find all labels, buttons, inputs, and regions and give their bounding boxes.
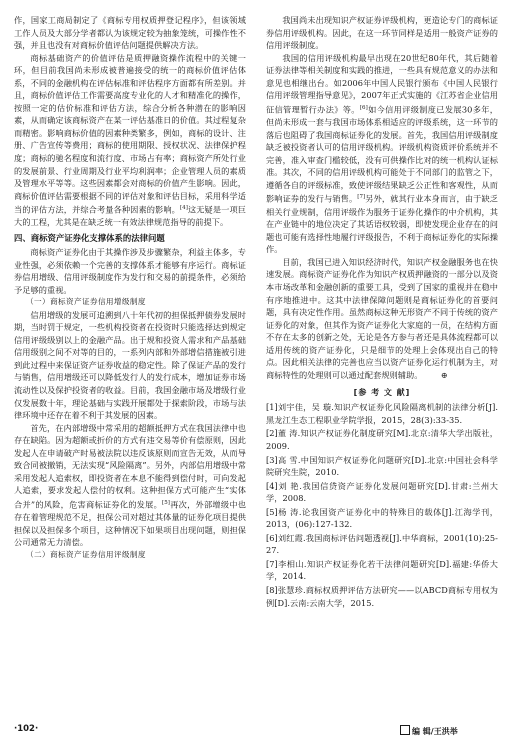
paragraph <box>266 52 498 256</box>
paragraph-text: 再次，外部增级中也存在着管理规范不足，担保公司对超过其体量的证券化项目提供担保以及担保多个项目，这种情况下如果项目出现问题，则担保公司通常无力清偿。 <box>14 499 246 548</box>
reference-item: [8]张慧珍.商标权质押评估方法研究——以ABCD商标专用权为例[D].云南:云南大学，2015. <box>266 584 498 608</box>
paragraph: 商标资产证券化由于其操作涉及步骤繁杂，利益主体多，专业性强，必须依赖一个完善的支撑体系才能够有序运行。商标证券信用增级、信用评级制度作为发行和交易的前提条件，必须给予足够的重视。 <box>14 247 246 295</box>
reference-item: [7]李相山.知识产权证券化若干法律问题研究[D].福建:华侨大学，2014. <box>266 558 498 582</box>
reference-item: [3]高 雪.中国知识产权证券化问题研究[D].北京:中国社会科学院研究生院，2010. <box>266 454 498 478</box>
right-column <box>266 14 498 609</box>
footnote-ref: [6] <box>359 104 368 111</box>
paragraph-text: 目前，我国已进入知识经济时代，知识产权金融服务也在快速发展。商标资产证券化作为知识产权质押融资的一部分以及资本市场改革和金融创新的重要工具，受到了国家的重视并在稳中有序地推进中。这其中法律保障问题则是商标证券化的首要问题，具有决定性作用。虽然商标这种无形资产不同于传统的资产证券化的对象，但其作为资产证券化大家庭的一员，在结构方面不存在太多的创新之处，无论是各方参与者还是具体流程都可以适用传统的资产证券化，只是细节的处理上会体现出自己的特点。因此相关法律的完善也应当以资产证券化运行机制为主，对商标特性的处理则可以通过配套规则辅助。 <box>266 256 498 380</box>
paragraph: 我国尚未出现知识产权证券评级机构，更造论专门的商标证券信用评级机构。因此，在这一环节同样是适用一般资产证券的信用评级制度。 <box>266 15 498 51</box>
section-heading: 四、商标资产证券化支撑体系的法律问题 <box>14 233 165 244</box>
paragraph-text: 另外，就其行业本身而言，由于缺乏相关行业规制，信用评级作为服务于证券化操作的中介机构，其在产业链中的地位决定了其话语权较弱，即使发现企业存在的问题也可能有选择性地履行评级报告，不利于商标证券化的实际操作。 <box>266 194 498 255</box>
paragraph-text: 商标基础资产的价值评估是质押融资操作流程中的关键一环，但目前我国尚未形成被普遍接受的统一的商标价值评估体系，不同的金融机构在评估标准和评估程序方面都有所差别。并且，商标价值评估工作需要高度专业化的人才和精准化的操作，按照一定的估价标准和评估方法，综合分析各种潜在的影响因素，从而确定该商标资产在某一评估基准日的价值。其过程复杂而精密。影响商标价值的因素种类繁多，例如，商标的设计、注册、广告宣传等费用；商标的使用期限、授权状况、法律保护程度；商标的驰名程度和流行度、市场占有率；商标资产所处行业的发展前景、行业周期及行业平均利润率；企业管理人员的素质及管理水平等等。这些因素都会对商标的价值产生影响。因此，商标价值评估需要根据不同的评估对象和评估目标，采用科学适当的评估方法，并综合考量各种因素的影响。 <box>14 52 246 215</box>
paragraph <box>14 52 246 229</box>
references-heading: [参 考 文 献] <box>353 388 411 398</box>
editor-text: 编 辑/王洪举 <box>412 727 458 736</box>
paragraph <box>266 256 498 382</box>
reference-item: [5]杨 涛.论我国资产证券化中的特殊目的载体[J].江海学刊，2013，(06):127-132. <box>266 506 498 530</box>
paragraph-text: 如今信用评级制度已发展30多年，但尚未形成一套与我国市场体系相适应的评级系统，这一环节的落后也阻碍了我国商标证券化的发展。首先，我国信用评级制度缺乏被投资者认可的信用评级机构。评级机构资质评价系统并不完善，准入审查门槛较低，没有可供操作比对的统一机构认证标准。其次，不同的信用评级机构可能处于不同部门的监管之下，遵循各自的评级标准，致使评级结果缺乏公正性和客观性，从而影响证券的发行与销售。 <box>266 104 498 205</box>
paragraph: 作，国家工商局制定了《商标专用权质押登记程序》，但该领域工作人员及大部分学者都认为该规定较为抽象笼统，可操作性不强，并且也没有对商标价值评估问题提供解决方法。 <box>14 15 246 51</box>
paragraph: 信用增级的发展可追溯到八十年代初的担保抵押债券发展时期，当时罚于规定，一些机构投资者在投资时只能选择达到规定信用评级级别以上的金融产品。出于规和投资人需求和产品基础信用级别之间不对等的目的，一系列内部和外部增信措施被引进到此过程中来保证资产证券收益的稳定性。除了保证产品的发行与销售，信用增级还可以降低发行人的发行成本，增加证券市场流动性以及保护投资者的收益。目前，我国金融市场及增级行业仅发展数十年，理论基础与实践开展都处于探索阶段，市场与法律环境中还存在着不利于其发展的因素。 <box>14 309 246 421</box>
paragraph-text: 我国的信用评级机构最早出现在20世纪80年代，其后随着证券法律等相关制度和实践的推进，一些具有规范意义的办法和意见也相继出台。如2006年中国人民银行颁布《中国人民银行信用评级管理指导意见》，2007年正式实施的《江苏省企业信用征信管理暂行办法》等。 <box>266 52 498 115</box>
subsection-heading: （二）商标资产证券信用评级制度 <box>26 549 146 559</box>
paragraph-text: 这无疑是一项巨大的工程，尤其是在缺乏统一有效法律规范指导的前提下。 <box>14 204 246 228</box>
footnote-ref: [5] <box>162 499 170 506</box>
page-number: ·102· <box>14 724 39 734</box>
square-icon <box>400 725 410 735</box>
end-mark-icon: ⊕ <box>440 370 448 380</box>
paragraph-text: 首先，在内部增级中常采用的超额抵押方式在我国法律中也存在缺陷。因为超额或折价的方式有违交易等价有偿原则，因此发起人在申请破产时易被法院以违反该原则而宣告无效，从而导致合同被撤销，无法实现“风险隔离”。另外，内部信用增级中常采用发起人追索权，即投资者在本息不能得到偿付时，可向发起人追索，要求发起人偿付的权利。这种担保方式可能产生“实体合并”的风险，危害商标证券化的发展。 <box>14 422 246 510</box>
editor-credit <box>400 725 458 737</box>
footnote-ref: [4] <box>179 205 188 212</box>
reference-item: [1]刘宇佳，吴 璇.知识产权证券化风险隔离机制的法律分析[J].黑龙江生态工程职业学院学报，2015，28(3):33-35. <box>266 402 498 425</box>
footnote-ref: [7] <box>357 194 366 201</box>
left-column <box>14 14 246 561</box>
reference-item: [2]董 涛.知识产权证券化制度研究[M].北京:清华大学出版社，2009. <box>266 428 498 451</box>
paragraph <box>14 422 246 549</box>
reference-item: [4]刘 艳.我国信贷资产证券化发展问题研究[D].甘肃:兰州大学，2008. <box>266 480 498 504</box>
reference-item: [6]刘红霞.我国商标评估问题透视[J].中华商标，2001(10):25-27. <box>266 532 498 556</box>
subsection-heading: （一）商标资产证券信用增级制度 <box>26 297 146 307</box>
